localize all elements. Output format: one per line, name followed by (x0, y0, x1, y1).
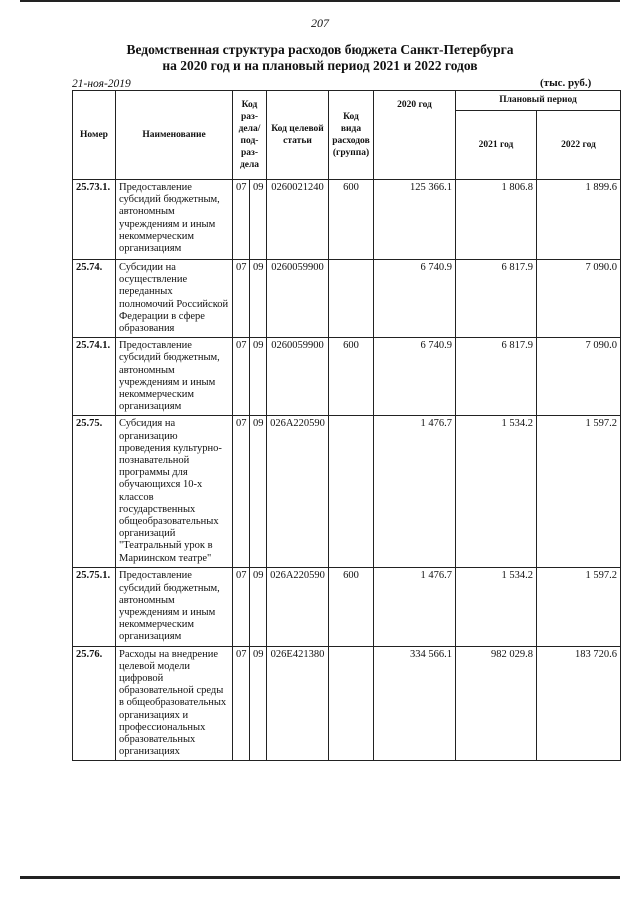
row-kind-code (329, 646, 374, 761)
row-amount-2021: 6 817.9 (456, 260, 537, 338)
row-razdel: 07 (233, 260, 250, 338)
header-kind-code: Код вида расходов (группа) (329, 91, 374, 180)
row-name: Субсидии на осуществление переданных полномочий Российской Федерации в сфере образования (116, 260, 233, 338)
table-row (73, 180, 621, 260)
row-razdel: 07 (233, 646, 250, 761)
row-kind-code: 600 (329, 338, 374, 416)
row-amount-2020: 1 476.7 (374, 568, 456, 646)
row-kind-code: 600 (329, 568, 374, 646)
row-target-code: 0260021240 (267, 180, 329, 260)
header-section-code: Код раз- дела/ под- раз- дела (233, 91, 267, 180)
row-amount-2021: 982 029.8 (456, 646, 537, 761)
title-line-1: Ведомственная структура расходов бюджета Санкт-Петербурга (126, 42, 514, 57)
row-amount-2022: 183 720.6 (537, 646, 621, 761)
row-amount-2020: 6 740.9 (374, 338, 456, 416)
table-row (73, 646, 621, 761)
row-target-code: 026A220590 (267, 416, 329, 568)
row-podrazdel: 09 (250, 180, 267, 260)
row-razdel: 07 (233, 338, 250, 416)
header-2020: 2020 год (374, 91, 456, 180)
row-razdel: 07 (233, 568, 250, 646)
row-amount-2021: 1 806.8 (456, 180, 537, 260)
row-name: Предоставление субсидий бюджетным, автономным учреждениям и иным некоммерческим организациям (116, 180, 233, 260)
row-podrazdel: 09 (250, 568, 267, 646)
row-podrazdel: 09 (250, 646, 267, 761)
row-amount-2022: 1 597.2 (537, 568, 621, 646)
row-target-code: 026A220590 (267, 568, 329, 646)
row-podrazdel: 09 (250, 338, 267, 416)
row-name: Расходы на внедрение целевой модели цифровой образовательной среды в общеобразовательных организациях и профессиональных образовательных организациях (116, 646, 233, 761)
row-kind-code: 600 (329, 180, 374, 260)
header-target-code: Код целевой статьи (267, 91, 329, 180)
row-number: 25.75. (73, 416, 116, 568)
row-amount-2022: 7 090.0 (537, 338, 621, 416)
row-target-code: 0260059900 (267, 338, 329, 416)
header-2021: 2021 год (456, 110, 537, 179)
header-plan-period: Плановый период (456, 91, 621, 111)
table-row (73, 338, 621, 416)
row-podrazdel: 09 (250, 260, 267, 338)
row-amount-2022: 1 597.2 (537, 416, 621, 568)
row-number: 25.74.1. (73, 338, 116, 416)
top-rule (20, 0, 620, 2)
header-2022: 2022 год (537, 110, 621, 179)
budget-table (72, 90, 621, 761)
row-number: 25.74. (73, 260, 116, 338)
row-amount-2022: 1 899.6 (537, 180, 621, 260)
row-target-code: 026E421380 (267, 646, 329, 761)
bottom-rule (20, 876, 620, 879)
row-name: Предоставление субсидий бюджетным, автономным учреждениям и иным некоммерческим организациям (116, 568, 233, 646)
row-kind-code (329, 260, 374, 338)
row-name: Предоставление субсидий бюджетным, автономным учреждениям и иным некоммерческим организациям (116, 338, 233, 416)
row-kind-code (329, 416, 374, 568)
row-target-code: 0260059900 (267, 260, 329, 338)
row-amount-2020: 6 740.9 (374, 260, 456, 338)
row-number: 25.73.1. (73, 180, 116, 260)
document-date: 21-ноя-2019 (72, 78, 131, 90)
row-razdel: 07 (233, 180, 250, 260)
document-title (0, 42, 640, 74)
header-number: Номер (73, 91, 116, 180)
units-label: (тыс. руб.) (540, 77, 592, 89)
row-amount-2020: 1 476.7 (374, 416, 456, 568)
row-name: Субсидия на организацию проведения культурно-познавательной программы для обучающихся 10-х классов государственных общеобразовательных организаций "Театральный урок в Мариинском театре" (116, 416, 233, 568)
table-row (73, 260, 621, 338)
row-amount-2022: 7 090.0 (537, 260, 621, 338)
row-amount-2020: 125 366.1 (374, 180, 456, 260)
row-amount-2021: 1 534.2 (456, 416, 537, 568)
table-row (73, 416, 621, 568)
row-razdel: 07 (233, 416, 250, 568)
row-podrazdel: 09 (250, 416, 267, 568)
row-amount-2021: 6 817.9 (456, 338, 537, 416)
row-amount-2020: 334 566.1 (374, 646, 456, 761)
page-number: 207 (311, 16, 329, 30)
row-amount-2021: 1 534.2 (456, 568, 537, 646)
table-row (73, 568, 621, 646)
row-number: 25.75.1. (73, 568, 116, 646)
title-line-2: на 2020 год и на плановый период 2021 и 2022 годов (162, 58, 478, 73)
header-name: Наименование (116, 91, 233, 180)
row-number: 25.76. (73, 646, 116, 761)
